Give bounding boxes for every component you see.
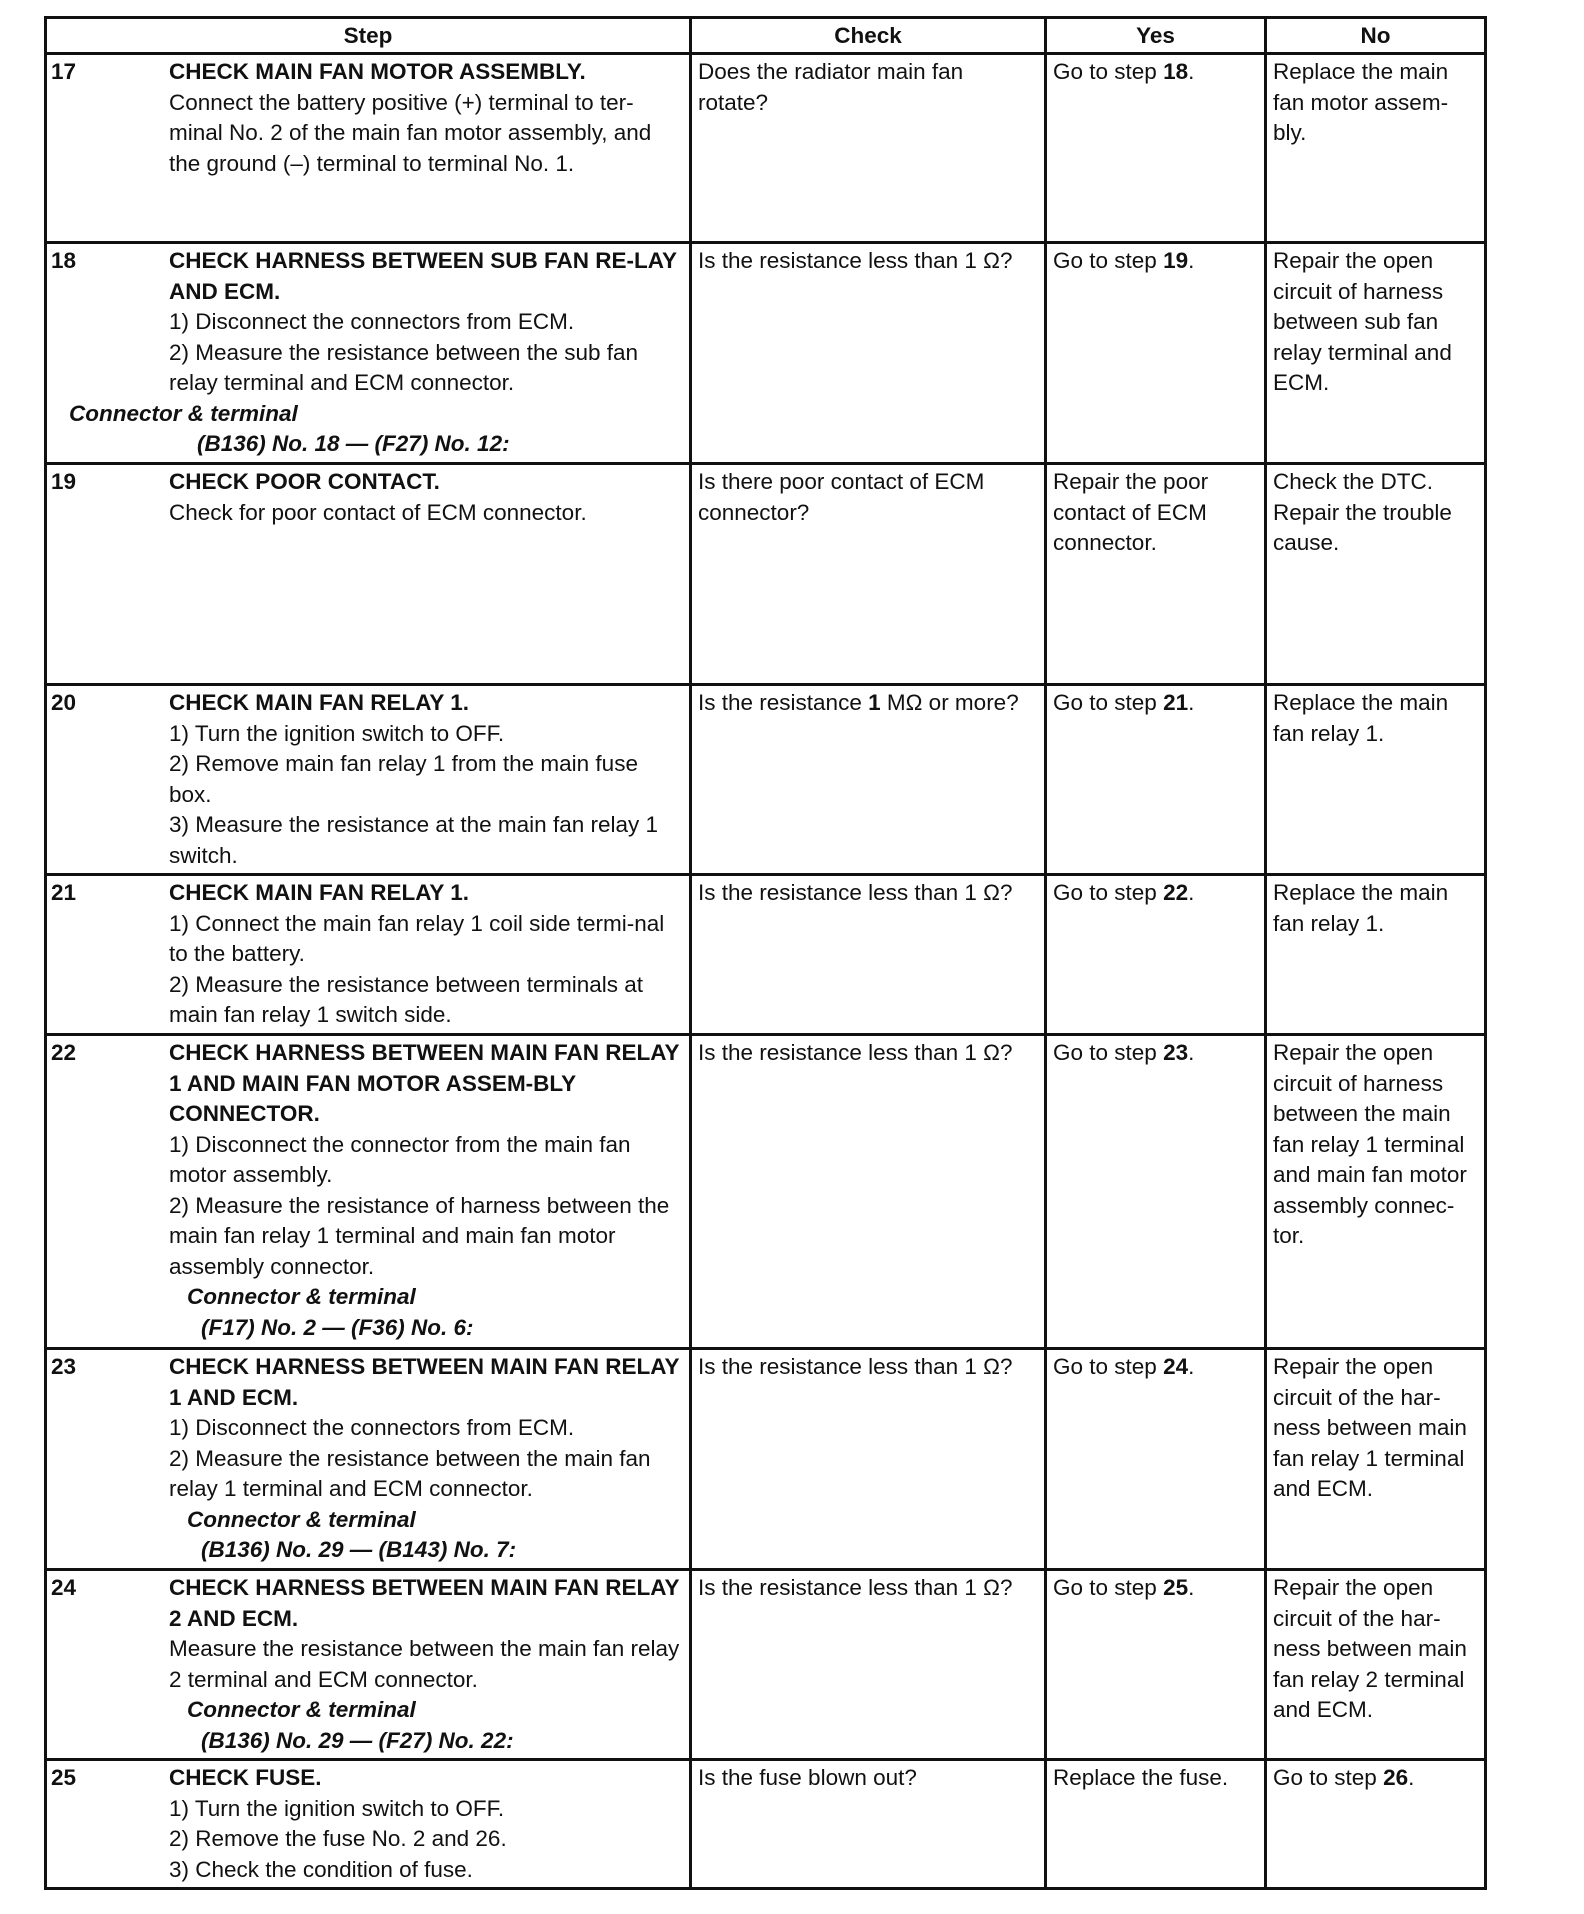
yes-step-number: 22 (1163, 880, 1189, 905)
header-yes: Yes (1046, 18, 1266, 54)
header-step: Step (46, 18, 691, 54)
step-number: 21 (51, 880, 77, 905)
step-text: 1) Disconnect the connector from the main fan motor assembly. (169, 1131, 631, 1187)
yes-text: Go to step (1053, 1575, 1164, 1600)
step-text: 2) Remove main fan relay 1 from the main fuse box. (169, 751, 638, 807)
no-cell: Repair the open circuit of the har-ness between main fan relay 2 terminal and ECM. (1266, 1570, 1486, 1760)
connector-value: (B136) No. 29 — (B143) No. 7: (201, 1537, 517, 1562)
table-row (46, 54, 1486, 243)
step-text: 2) Measure the resistance between the main fan relay 1 terminal and ECM connector. (169, 1445, 651, 1501)
connector-label: Connector & terminal (187, 1506, 416, 1532)
table-row (46, 1035, 1486, 1349)
no-cell: Check the DTC. Repair the trouble cause. (1266, 464, 1486, 685)
yes-suffix: . (1188, 690, 1195, 715)
step-cell (46, 875, 691, 1035)
yes-step-number: 24 (1163, 1354, 1189, 1379)
table-row (46, 464, 1486, 685)
yes-cell: Repair the poor contact of ECM connector. (1046, 464, 1266, 685)
step-number: 25 (51, 1765, 77, 1790)
step-text: 1) Disconnect the connectors from ECM. (169, 1415, 575, 1440)
yes-step-number: 21 (1163, 690, 1189, 715)
check-cell: Is the resistance less than 1 Ω? (691, 243, 1046, 464)
step-title: CHECK MAIN FAN MOTOR ASSEMBLY. (169, 59, 586, 84)
no-cell (1266, 1760, 1486, 1889)
yes-suffix: . (1188, 1354, 1195, 1379)
step-text: 1) Connect the main fan relay 1 coil side termi-nal to the battery. (169, 910, 665, 966)
step-text: 2) Measure the resistance between the sub fan relay terminal and ECM connector. (169, 339, 639, 395)
step-number: 22 (51, 1040, 77, 1065)
step-cell (46, 1760, 691, 1889)
step-text: 3) Check the condition of fuse. (169, 1856, 473, 1882)
step-text: 1) Disconnect the connectors from ECM. (169, 309, 575, 334)
table-row (46, 243, 1486, 464)
header-row (46, 18, 1486, 54)
yes-cell (1046, 243, 1266, 464)
no-text: Go to step (1273, 1765, 1384, 1790)
no-suffix: . (1408, 1765, 1415, 1790)
check-cell: Is the resistance less than 1 Ω? (691, 1035, 1046, 1349)
yes-suffix: . (1188, 1575, 1195, 1600)
yes-suffix: . (1188, 880, 1195, 905)
step-cell (46, 464, 691, 685)
yes-text: Go to step (1053, 690, 1164, 715)
step-text: 1) Turn the ignition switch to OFF. (169, 720, 505, 746)
step-cell (46, 1570, 691, 1760)
yes-step-number: 25 (1163, 1575, 1189, 1600)
step-title: CHECK HARNESS BETWEEN MAIN FAN RELAY 2 AND ECM. (169, 1575, 680, 1631)
step-number: 20 (51, 690, 77, 715)
header-check: Check (691, 18, 1046, 54)
step-text: 2) Measure the resistance between terminals at main fan relay 1 switch side. (169, 971, 643, 1027)
no-cell: Repair the open circuit of harness between sub fan relay terminal and ECM. (1266, 243, 1486, 464)
check-cell: Is the fuse blown out? (691, 1760, 1046, 1889)
step-text: Check for poor contact of ECM connector. (169, 499, 587, 525)
step-cell (46, 1349, 691, 1570)
table-row (46, 875, 1486, 1035)
no-cell: Replace the main fan relay 1. (1266, 875, 1486, 1035)
step-text: minal No. 2 of the main fan motor assembly, and (169, 120, 652, 145)
step-title: CHECK HARNESS BETWEEN MAIN FAN RELAY 1 AND ECM. (169, 1354, 680, 1410)
step-number: 17 (51, 59, 77, 84)
step-number: 23 (51, 1354, 77, 1379)
step-text: Connect the battery positive (+) terminal to ter- (169, 89, 634, 115)
step-cell (46, 243, 691, 464)
yes-text: Go to step (1053, 1040, 1164, 1065)
step-text: 2) Remove the fuse No. 2 and 26. (169, 1826, 507, 1851)
no-cell: Repair the open circuit of the har-ness between main fan relay 1 terminal and ECM. (1266, 1349, 1486, 1570)
no-cell: Repair the open circuit of harness between the main fan relay 1 terminal and main fan motor assembly connec-tor. (1266, 1035, 1486, 1349)
yes-text: Go to step (1053, 1354, 1164, 1379)
connector-value: (F17) No. 2 — (F36) No. 6: (201, 1314, 474, 1340)
yes-cell (1046, 875, 1266, 1035)
step-number: 18 (51, 248, 77, 273)
table-row (46, 685, 1486, 875)
step-text: the ground (–) terminal to terminal No. 1. (169, 150, 575, 176)
yes-step-number: 18 (1163, 59, 1189, 84)
yes-suffix: . (1188, 59, 1195, 84)
check-value: 1 (868, 690, 881, 715)
yes-text: Go to step (1053, 59, 1164, 84)
yes-step-number: 19 (1163, 248, 1189, 273)
diagnostic-table (44, 16, 1487, 1890)
connector-label: Connector & terminal (187, 1697, 416, 1722)
step-cell (46, 1035, 691, 1349)
check-cell: Does the radiator main fan rotate? (691, 54, 1046, 243)
step-title: CHECK POOR CONTACT. (169, 469, 440, 494)
step-text: 1) Turn the ignition switch to OFF. (169, 1795, 505, 1821)
check-cell: Is the resistance less than 1 Ω? (691, 1349, 1046, 1570)
step-text: 2) Measure the resistance of harness between the main fan relay 1 terminal and main fan motor assembly connector. (169, 1192, 670, 1279)
step-number: 24 (51, 1575, 77, 1600)
check-cell (691, 685, 1046, 875)
no-cell: Replace the main fan relay 1. (1266, 685, 1486, 875)
step-title: CHECK FUSE. (169, 1765, 322, 1790)
yes-cell (1046, 1570, 1266, 1760)
step-title: CHECK HARNESS BETWEEN MAIN FAN RELAY 1 AND MAIN FAN MOTOR ASSEM-BLY CONNECTOR. (169, 1040, 680, 1126)
yes-suffix: . (1188, 248, 1195, 273)
table-row (46, 1760, 1486, 1889)
check-suffix: MΩ or more? (880, 690, 1019, 715)
step-cell (46, 685, 691, 875)
check-text: Is the resistance (698, 690, 869, 715)
connector-value: (B136) No. 18 — (F27) No. 12: (197, 431, 510, 456)
check-cell: Is the resistance less than 1 Ω? (691, 875, 1046, 1035)
step-title: CHECK MAIN FAN RELAY 1. (169, 880, 470, 905)
check-cell: Is there poor contact of ECM connector? (691, 464, 1046, 685)
no-cell: Replace the main fan motor assem-bly. (1266, 54, 1486, 243)
connector-label: Connector & terminal (69, 400, 298, 426)
yes-text: Go to step (1053, 248, 1164, 273)
step-title: CHECK HARNESS BETWEEN SUB FAN RE-LAY AND ECM. (169, 248, 677, 304)
header-no: No (1266, 18, 1486, 54)
connector-value: (B136) No. 29 — (F27) No. 22: (201, 1727, 514, 1753)
step-cell (46, 54, 691, 243)
yes-cell (1046, 1349, 1266, 1570)
yes-text: Go to step (1053, 880, 1164, 905)
yes-cell (1046, 685, 1266, 875)
step-text: 3) Measure the resistance at the main fan relay 1 switch. (169, 812, 659, 868)
table-row (46, 1349, 1486, 1570)
yes-cell (1046, 1035, 1266, 1349)
yes-cell (1046, 54, 1266, 243)
yes-suffix: . (1188, 1040, 1195, 1065)
check-cell: Is the resistance less than 1 Ω? (691, 1570, 1046, 1760)
no-step-number: 26 (1383, 1765, 1409, 1790)
step-title: CHECK MAIN FAN RELAY 1. (169, 690, 470, 715)
yes-cell: Replace the fuse. (1046, 1760, 1266, 1889)
yes-step-number: 23 (1163, 1040, 1189, 1065)
step-text: Measure the resistance between the main fan relay 2 terminal and ECM connector. (169, 1636, 680, 1692)
connector-label: Connector & terminal (187, 1284, 416, 1309)
table-row (46, 1570, 1486, 1760)
step-number: 19 (51, 469, 77, 494)
